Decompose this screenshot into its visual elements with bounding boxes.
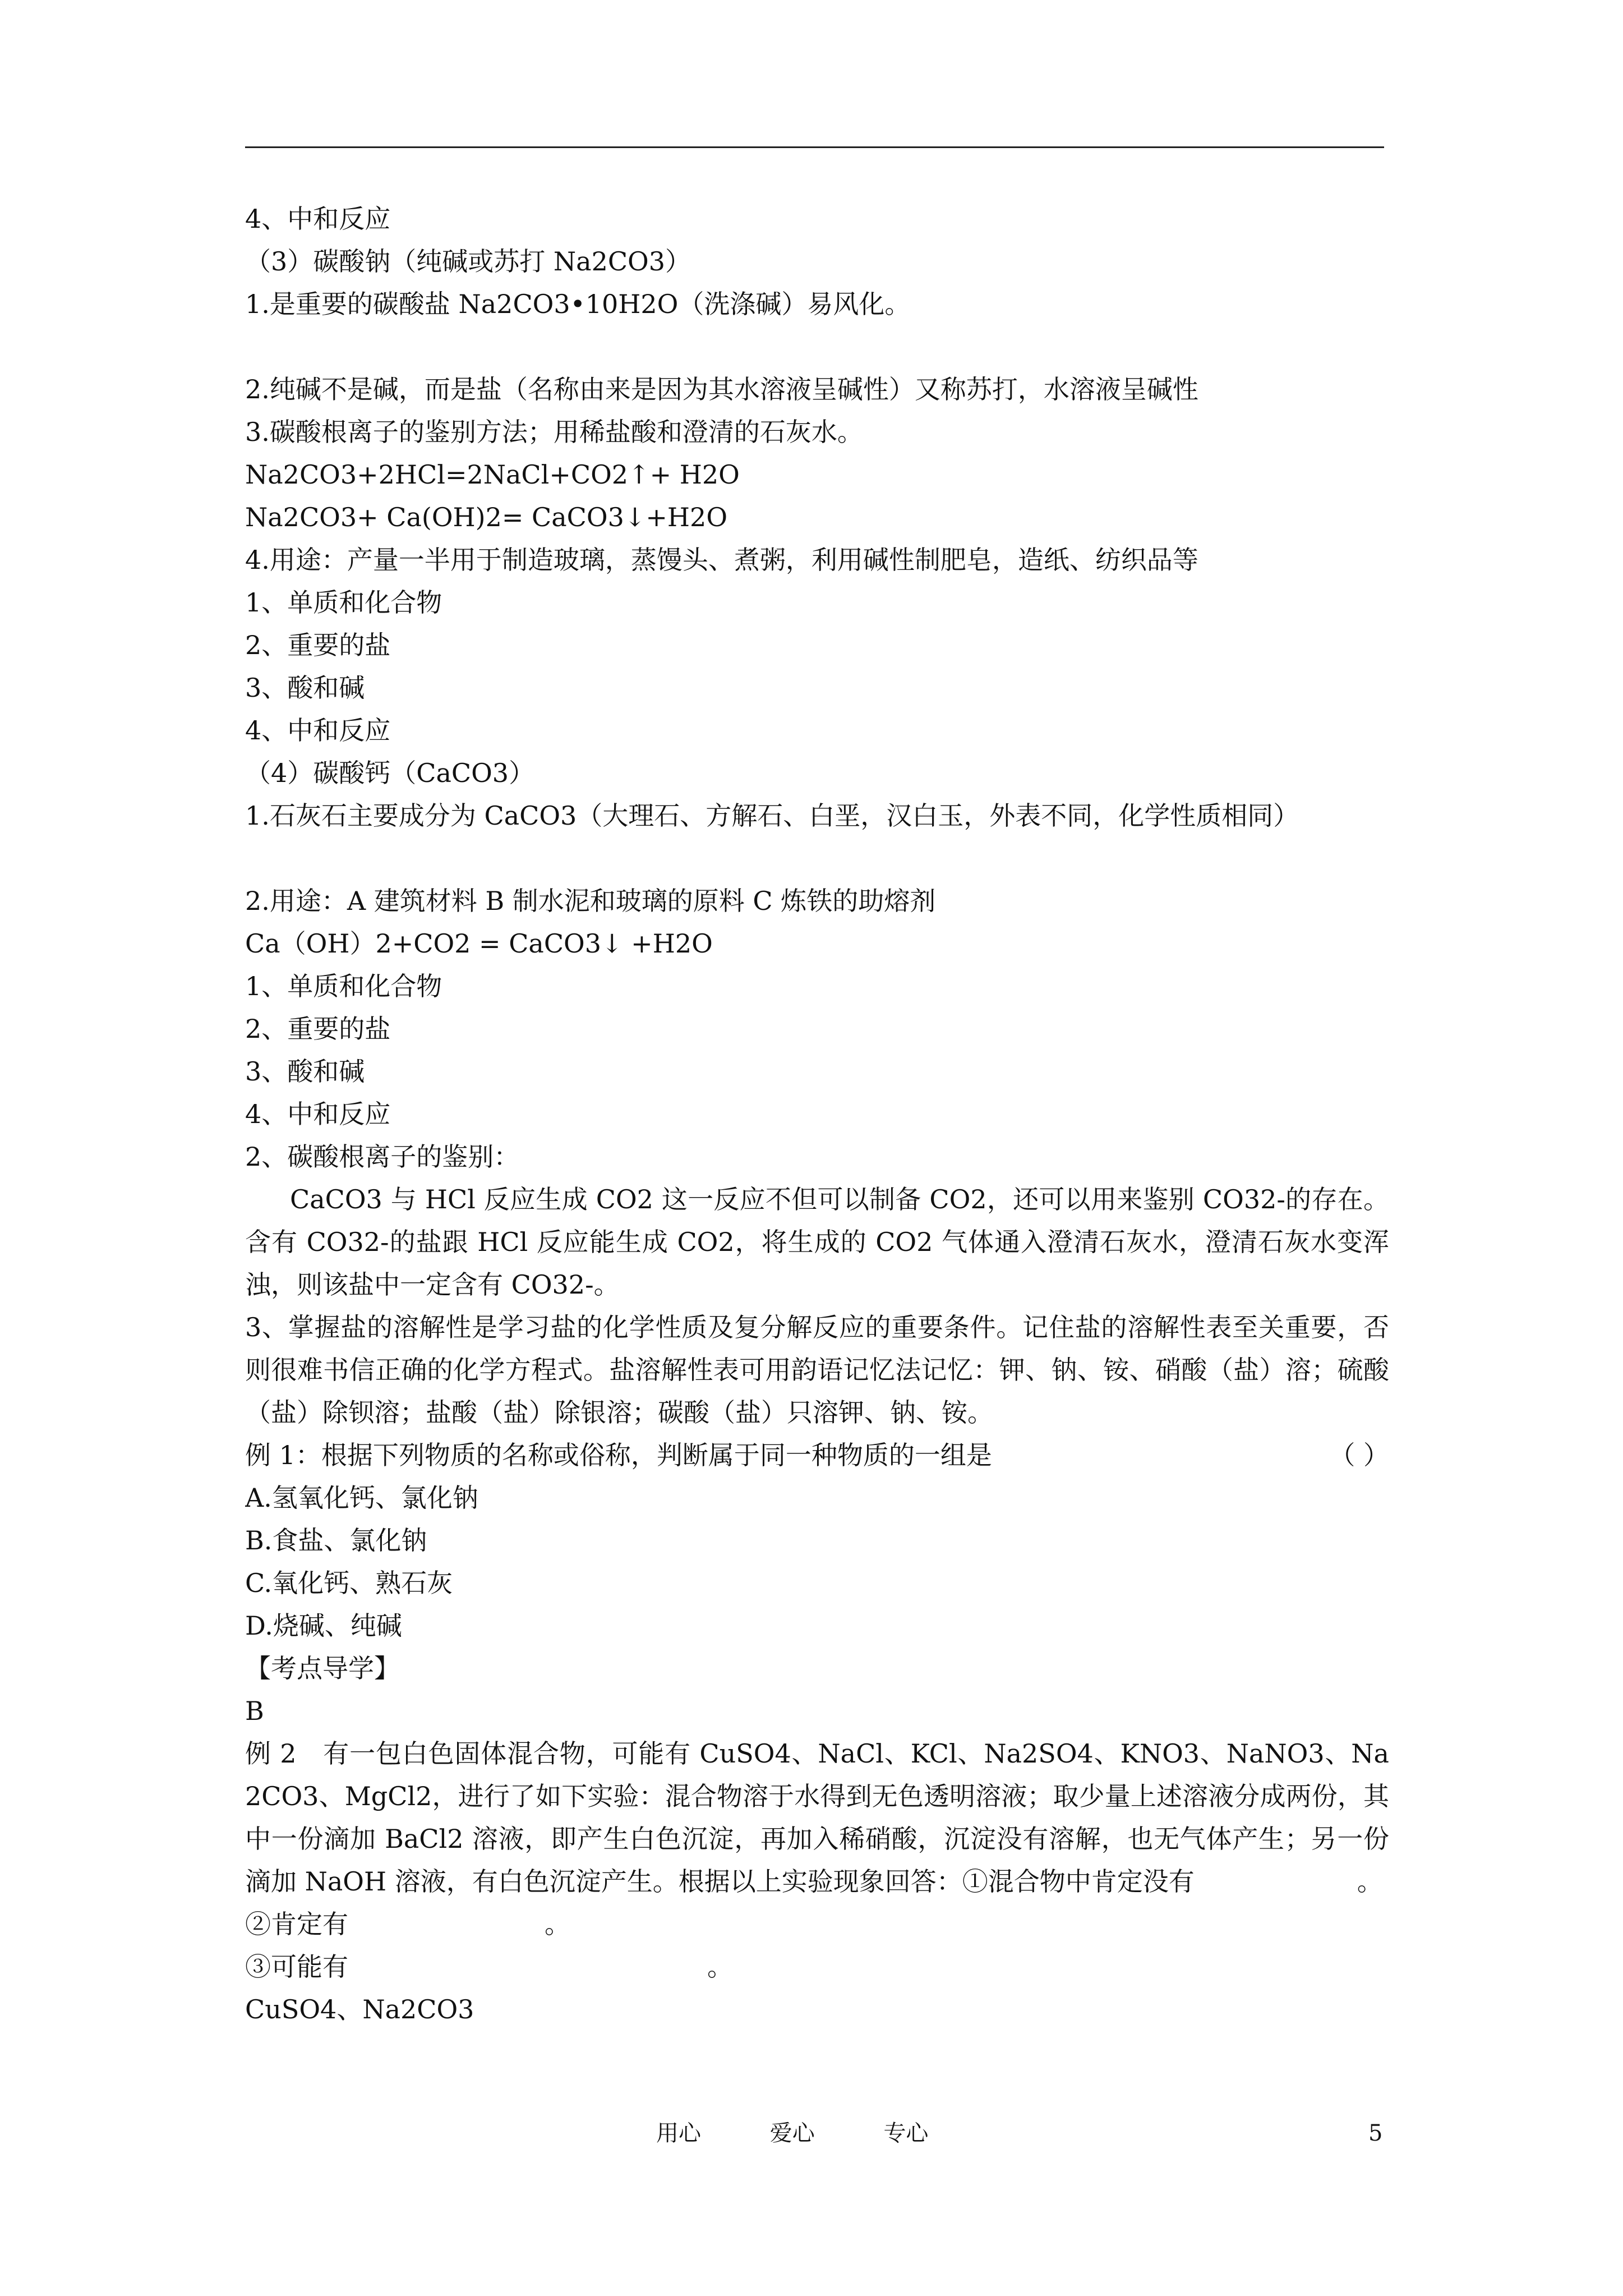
text-line: 3.碳酸根离子的鉴别方法；用稀盐酸和澄清的石灰水。	[245, 417, 863, 447]
text-line: 1.是重要的碳酸盐 Na2CO3•10H2O（洗涤碱）易风化。	[245, 289, 911, 319]
text-line: 1.石灰石主要成分为 CaCO3（大理石、方解石、白垩，汉白玉，外表不同，化学性质相同）	[245, 800, 1299, 831]
page-footer	[0, 2114, 1623, 2153]
text-line: 3、酸和碱	[245, 673, 365, 703]
example2-end1: 。	[1357, 1866, 1383, 1897]
text-line: 1、单质和化合物	[245, 971, 442, 1001]
footer-motto	[656, 2114, 928, 2153]
text-line: 4、中和反应	[245, 1099, 391, 1129]
text-line: 1、单质和化合物	[245, 587, 442, 618]
footer-item: 专心	[883, 2120, 929, 2146]
equation-line: Na2CO3+2HCl=2NaCl+CO2↑+ H2O	[245, 459, 740, 490]
header-rule	[245, 146, 1384, 148]
text-line: （4）碳酸钙（CaCO3）	[245, 758, 535, 788]
page-content	[245, 197, 1389, 2031]
example1-option: D.烧碱、纯碱	[245, 1611, 402, 1641]
example1-question	[245, 1434, 1389, 1476]
example1-answer-paren: （ ）	[1329, 1440, 1389, 1470]
text-line: 2、重要的盐	[245, 630, 391, 660]
text-line: 3、酸和碱	[245, 1056, 365, 1087]
example1-answer: B	[245, 1696, 264, 1726]
solubility-paragraph: 3、掌握盐的溶解性是学习盐的化学性质及复分解反应的重要条件。记住盐的溶解性表至关重要，否则很难书信正确的化学方程式。盐溶解性表可用韵语记忆法记忆：钾、钠、铵、硝酸（盐）溶；硫酸（盐）除钡溶；盐酸（盐）除银溶；碳酸（盐）只溶钾、钠、铵。	[245, 1312, 1389, 1428]
example1-question-text: 例 1：根据下列物质的名称或俗称，判断属于同一种物质的一组是	[245, 1440, 992, 1470]
carbonate-paragraph: CaCO3 与 HCl 反应生成 CO2 这一反应不但可以制备 CO2，还可以用来鉴别 CO32-的存在。含有 CO32-的盐跟 HCl 反应能生成 CO2，将生成的 CO2 气体通入澄清石灰水，澄清石灰水变浑浊，则该盐中一定含有 CO32-。	[245, 1184, 1389, 1300]
footer-item: 爱心	[769, 2120, 815, 2146]
example1-option: B.食盐、氯化钠	[245, 1525, 427, 1556]
text-line: 2、碳酸根离子的鉴别：	[245, 1142, 520, 1172]
text-line: 4.用途：产量一半用于制造玻璃，蒸馒头、煮粥，利用碱性制肥皂，造纸、纺织品等	[245, 545, 1198, 575]
example2-q3: ③可能有 。	[245, 1952, 733, 1982]
text-line	[245, 837, 1389, 880]
example2-answer: CuSO4、Na2CO3	[245, 1994, 474, 2024]
text-line: （3）碳酸钠（纯碱或苏打 Na2CO3）	[245, 246, 691, 277]
section-heading: 【考点导学】	[245, 1653, 400, 1683]
example2-text: 例 2 有一包白色固体混合物，可能有 CuSO4、NaCl、KCl、Na2SO4、KNO3、NaNO3、Na2CO3、MgCl2，进行了如下实验：混合物溶于水得到无色透明溶液；取少量上述溶液分成两份，其中一份滴加 BaCl2 溶液，即产生白色沉淀，再加入稀硝酸，沉淀没有溶解，也无气体产生；另一份滴加 NaOH 溶液，有白色沉淀产生。根据以上实验现象回答：①混合物中肯定没有	[245, 1738, 1389, 1897]
text-line: 2、重要的盐	[245, 1014, 391, 1044]
equation-line: Na2CO3+ Ca(OH)2= CaCO3↓+H2O	[245, 502, 728, 532]
text-line	[245, 325, 1389, 368]
text-line: 4、中和反应	[245, 715, 391, 746]
example2-q2: ②肯定有 。	[245, 1909, 570, 1939]
text-line: 2.用途：A 建筑材料 B 制水泥和玻璃的原料 C 炼铁的助熔剂	[245, 886, 936, 916]
example1-option: C.氧化钙、熟石灰	[245, 1568, 453, 1598]
text-line: 2.纯碱不是碱，而是盐（名称由来是因为其水溶液呈碱性）又称苏打，水溶液呈碱性	[245, 374, 1198, 404]
footer-item: 用心	[656, 2120, 701, 2146]
example2-paragraph	[245, 1732, 1389, 1903]
page-number: 5	[1368, 2120, 1383, 2146]
text-line: 4、中和反应	[245, 204, 391, 234]
example1-option: A.氢氧化钙、氯化钠	[245, 1483, 478, 1513]
equation-line: Ca（OH）2+CO2 = CaCO3↓ +H2O	[245, 928, 713, 959]
